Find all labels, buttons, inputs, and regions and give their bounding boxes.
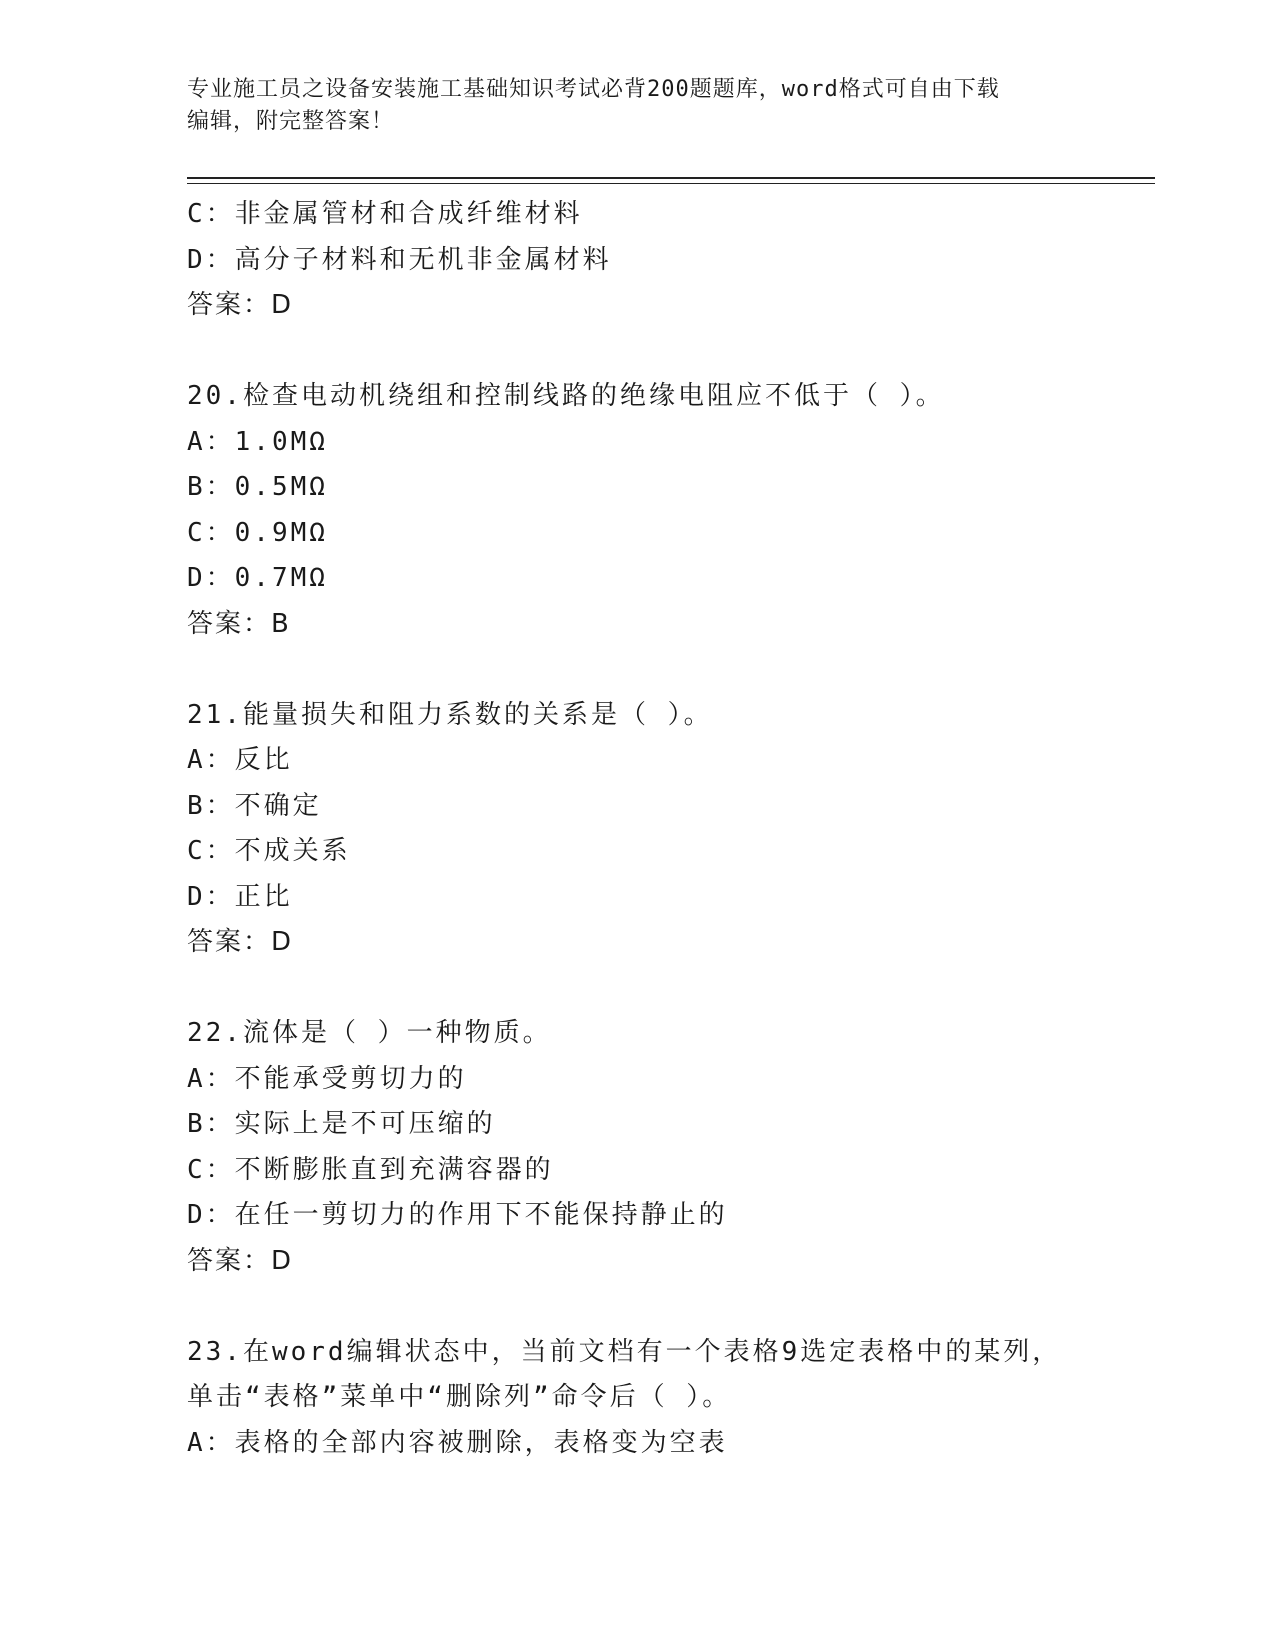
question-stem: 21.能量损失和阻力系数的关系是（ ）。 [187, 699, 713, 730]
spacer [187, 1284, 1137, 1330]
header-divider-thin [187, 183, 1155, 184]
header-line-2: 编辑，附完整答案！ [187, 109, 395, 134]
header-divider-thick [187, 177, 1155, 179]
header-line-1: 专业施工员之设备安装施工基础知识考试必背200题题库，word格式可自由下载 [187, 77, 1000, 102]
spacer [187, 966, 1137, 1012]
option-b: B：0.5MΩ [187, 472, 328, 502]
spacer [187, 329, 1137, 375]
option-d: D：在任一剪切力的作用下不能保持静止的 [187, 1200, 728, 1230]
question-stem: 22.流体是（ ）一种物质。 [187, 1018, 552, 1048]
spacer [187, 647, 1137, 693]
answer-line: 答案：B [187, 608, 291, 639]
question-stem-line-1: 23.在word编辑状态中，当前文档有一个表格9选定表格中的某列， [187, 1336, 1062, 1367]
option-b: B：不确定 [187, 790, 322, 821]
option-c: C：0.9MΩ [187, 517, 328, 548]
option-d: D：高分子材料和无机非金属材料 [187, 244, 612, 275]
option-c: C：不成关系 [187, 836, 351, 866]
option-a: A：不能承受剪切力的 [187, 1063, 467, 1094]
option-c: C：不断膨胀直到充满容器的 [187, 1154, 554, 1185]
question-list [187, 192, 1137, 1466]
question-stem-line-2: 单击“表格”菜单中“删除列”命令后（ ）。 [187, 1382, 732, 1412]
question-stem: 20.检查电动机绕组和控制线路的绝缘电阻应不低于（ ）。 [187, 381, 945, 411]
option-a: A：表格的全部内容被删除，表格变为空表 [187, 1427, 728, 1458]
option-d: D：正比 [187, 881, 293, 912]
option-a: A：反比 [187, 745, 293, 775]
answer-line: 答案：D [187, 927, 294, 957]
option-a: A：1.0MΩ [187, 426, 328, 457]
answer-line: 答案：D [187, 1245, 294, 1276]
option-b: B：实际上是不可压缩的 [187, 1109, 496, 1139]
option-c: C：非金属管材和合成纤维材料 [187, 199, 583, 229]
document-header [187, 74, 1067, 138]
answer-line: 答案：D [187, 290, 294, 320]
option-d: D：0.7MΩ [187, 563, 328, 593]
